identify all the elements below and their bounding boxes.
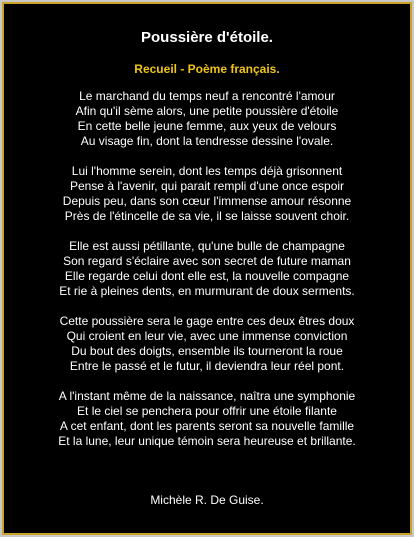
poem-subtitle: Recueil - Poème français. <box>134 62 280 76</box>
poem-line: Et la lune, leur unique témoin sera heureuse et brillante. <box>58 434 356 448</box>
poem-line: Entre le passé et le futur, il deviendra leur réel pont. <box>69 359 345 373</box>
poem-line: Et rie à pleines dents, en murmurant de doux serments. <box>59 284 355 298</box>
poem-line: A cet enfant, dont les parents seront sa nouvelle famille <box>59 419 355 433</box>
poem-line: Depuis peu, dans son cœur l'immense amour résonne <box>62 194 352 208</box>
poem-line: Au visage fin, dont la tendresse dessine l'ovale. <box>80 134 334 148</box>
stanza-3 <box>4 239 410 299</box>
stanza-1 <box>4 89 410 149</box>
poem-content <box>4 4 410 533</box>
poem-body <box>4 89 410 464</box>
poem-line: Près de l'étincelle de sa vie, il se laisse souvent choir. <box>64 209 350 223</box>
poem-frame <box>2 2 412 535</box>
poem-line: Du bout des doigts, ensemble ils tourneront la roue <box>71 344 343 358</box>
poem-line: Elle regarde celui dont elle est, la nouvelle compagne <box>64 269 350 283</box>
poem-line: Le marchand du temps neuf a rencontré l'amour <box>79 89 335 103</box>
poem-line: Elle est aussi pétillante, qu'une bulle de champagne <box>69 239 345 253</box>
poem-line: A l'instant même de la naissance, naîtra une symphonie <box>58 389 356 403</box>
poem-line: Cette poussière sera le gage entre ces deux êtres doux <box>59 314 355 328</box>
poem-line: Lui l'homme serein, dont les temps déjà grisonnent <box>71 164 343 178</box>
poem-line: Afin qu'il sème alors, une petite poussière d'étoile <box>75 104 339 118</box>
stanza-4 <box>4 314 410 374</box>
poem-title: Poussière d'étoile. <box>141 29 273 46</box>
poem-line: Qui croient en leur vie, avec une immense conviction <box>66 329 348 343</box>
stanza-5 <box>4 389 410 449</box>
stanza-2 <box>4 164 410 224</box>
poem-line: Et le ciel se penchera pour offrir une étoile filante <box>77 404 337 418</box>
poem-line: En cette belle jeune femme, aux yeux de velours <box>77 119 337 133</box>
poem-line: Son regard s'éclaire avec son secret de future maman <box>63 254 351 268</box>
poem-line: Pense à l'avenir, qui parait rempli d'une once espoir <box>69 179 345 193</box>
poem-signature: Michèle R. De Guise. <box>150 493 264 507</box>
